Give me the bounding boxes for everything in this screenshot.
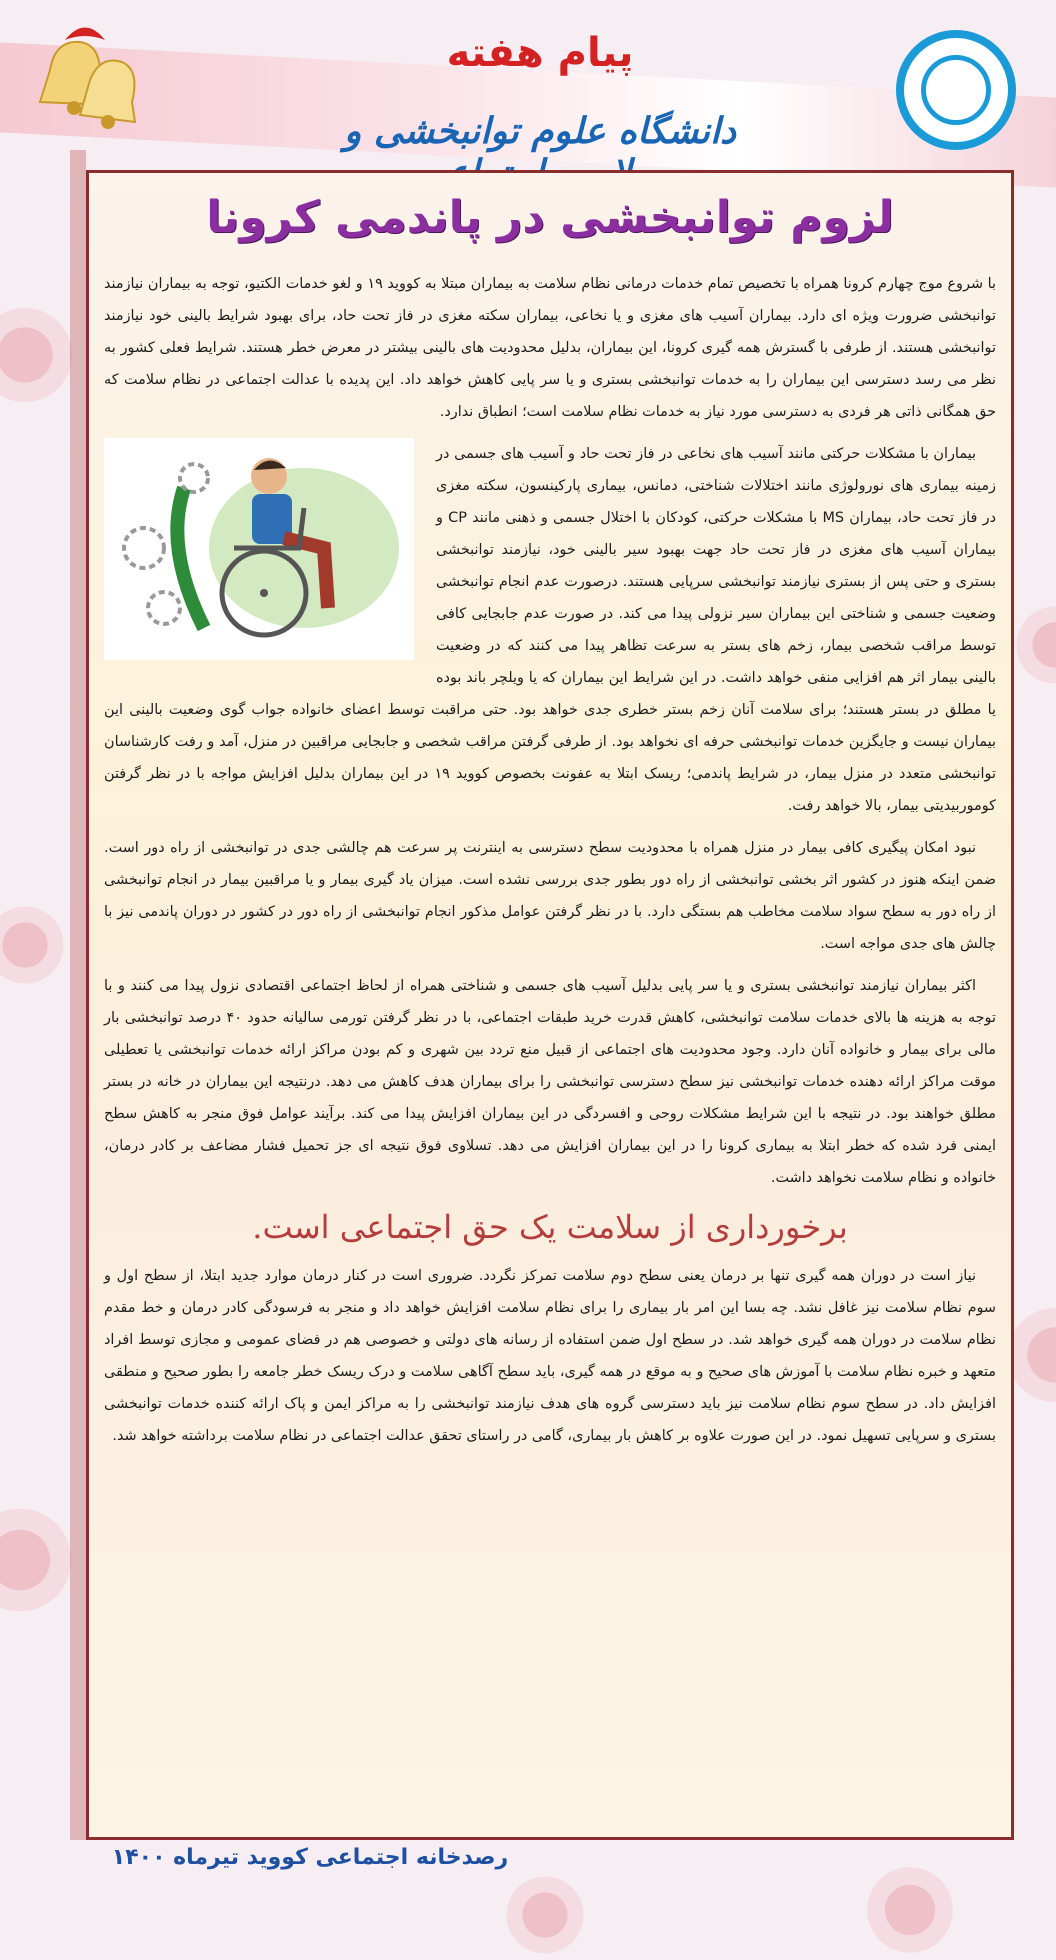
virus-decoration: [500, 1870, 590, 1960]
bell-icon: [10, 10, 160, 160]
paragraph: بیماران با مشکلات حرکتی مانند آسیب های نخاعی در فاز تحت حاد و آسیب های جسمی در زمینه بیماری های نورولوژی مانند اختلالات شناختی، دمانس، بیماری پارکینسون، سکته مغزی در فاز تحت حاد، بیماران MS با مشکلات حرکتی، کودکان با اختلال جسمی و ذهنی مانند CP و بیماران آسیب های مغزی در فاز تحت حاد جهت بهبود سیر بالینی خود، نیازمند توانبخشی بستری و حتی پس از بستری نیازمند توانبخشی سرپایی هستند. درصورت عدم انجام توانبخشی وضعیت جسمی و شناختی این بیماران سیر نزولی پیدا می کند. در صورت عدم جابجایی کافی توسط مراقب شخصی بیمار، زخم های بستر به سرعت تظاهر پیدا می کنند که در وضعیت بالینی بیمار اثر هم افزایی منفی خواهد داشت. در این شرایط این بیماران که یا ویلچر باند بوده یا مطلق در بستر هستند؛ برای سلامت آنان زخم بستر خطری جدی خواهد بود. حتی مراقبت توسط اعضای خانواده جواب گوی وضعیت بالینی این بیماران نیست و جایگزین خدمات توانبخشی حرفه ای نخواهد بود. از طرفی گرفتن مراقب شخصی و جابجایی مراقبین در منزل، آمد و رفت کارشناسان توانبخشی متعدد در منزل بیمار، در شرایط پاندمی؛ ریسک ابتلا به عفونت بخصوص کووید ۱۹ در این بیماران بدلیل افزایش مواجه با در نظر گرفتن کوموربیدیتی بیمار، بالا خواهد رفت.: [104, 446, 996, 814]
virus-decoration: [860, 1860, 960, 1960]
virus-decoration: [1010, 600, 1056, 690]
footer-source: رصدخانه اجتماعی کووید تیرماه ۱۴۰۰: [111, 1845, 509, 1870]
university-name: دانشگاه علوم توانبخشی و: [343, 110, 736, 152]
wheelchair-illustration: [104, 438, 414, 660]
article-body: [104, 268, 996, 1462]
wheelchair-user-icon: [104, 438, 414, 660]
logo-emblem-icon: [921, 55, 991, 125]
article-headline: لزوم توانبخشی در پاندمی کرونا: [206, 192, 894, 243]
message-of-week-title: پیام هفته: [446, 30, 634, 76]
virus-decoration: [0, 300, 80, 410]
section-subheading: برخورداری از سلامت یک حق اجتماعی است.: [252, 1208, 848, 1246]
paragraph: اکثر بیماران نیازمند توانبخشی بستری و یا سر پایی بدلیل آسیب های جسمی و شناختی همراه از لحاظ اجتماعی اقتصادی نزول پیدا می کنند و با توجه به هزینه ها بالای خدمات سلامت توانبخشی، کاهش قدرت خرید طبقات اجتماعی، با در نظر گرفتن تورمی سالیانه حدود ۴۰ درصد توانبخشی بار مالی برای بیمار و خانواده آنان دارد. وجود محدودیت های اجتماعی از قبیل منع تردد بین شهری و کم بودن مراکز ارائه خدمات توانبخشی یا تعطیلی موقت مراکز ارائه دهنده خدمات توانبخشی نیز سطح دسترسی توانبخشی را برای بیماران هدف کاهش می دهد. درنتیجه این بیماران در خانه در بستر مطلق خواهند بود. در نتیجه با این شرایط مشکلات روحی و افسردگی در این بیماران افزایش پیدا می کند. برآیند عوامل فوق منجر به کاهش سطح ایمنی فرد شده که خطر ابتلا به بیماری کرونا را در این بیماران افزایش می دهد. تسلاوی فوق نتیجه ای جز تحمیل فشار مضاعف بر کادر درمان، خانواده و نظام سلامت نخواهد داشت.: [104, 978, 996, 1186]
university-logo: [896, 30, 1016, 150]
paragraph: نبود امکان پیگیری کافی بیمار در منزل همراه با محدودیت سطح دسترسی به اینترنت پر سرعت هم چالشی جدی در توانبخشی از راه دور است. ضمن اینکه هنوز در کشور اثر بخشی توانبخشی از راه دور بطور جدی بررسی نشده است. میزان یاد گیری بیمار و یا مراقبین بیمار در انجام توانبخشی از راه دور به سطح سواد سلامت مخاطب هم بستگی دارد. با در نظر گرفتن عوامل مذکور انجام توانبخشی از راه دور در کشور در دوران پاندمی نیز با چالش های جدی مواجه است.: [104, 840, 996, 952]
virus-decoration: [0, 900, 70, 990]
paragraph: نیاز است در دوران همه گیری تنها بر درمان یعنی سطح دوم سلامت تمرکز نگردد. ضروری است در کنار درمان موارد جدید ابتلا، از سطح اول و سوم نظام سلامت نیز غافل نشد. چه بسا این امر بار بیماری را برای نظام سلامت افزایش خواهد داد و منجر به فرسودگی کادر درمان و خط مقدم نظام سلامت در دوران همه گیری خواهد شد. در سطح اول ضمن استفاده از رسانه های دولتی و خصوصی هم در فضای عمومی و مجازی توسط افراد متعهد و خبره نظام سلامت با آموزش های صحیح و به موقع در همه گیری، باید سطح آگاهی سلامت و درک ریسک خطر جامعه را بطور صحیح و منطقی افزایش داد. در سطح سوم نظام سلامت نیز باید دسترسی گروه های هدف نیازمند توانبخشی را به مراکز ایمن و پاک ارائه کننده خدمات توانبخشی بستری و سرپایی تسهیل نمود. در این صورت علاوه بر کاهش بار بیماری، گامی در راستای تحقق عدالت اجتماعی در نظام سلامت برداشته خواهد شد.: [104, 1268, 996, 1444]
frame-shadow: [70, 150, 86, 1840]
paragraph: با شروع موج چهارم کرونا همراه با تخصیص تمام خدمات درمانی نظام سلامت به بیماران مبتلا به کووید ۱۹ و لغو خدمات الکتیو، توجه به بیماران نیازمند توانبخشی ضرورت ویژه ای دارد. بیماران آسیب های مغزی و یا نخاعی، بیماران سکته مغزی در فاز تحت حاد، برای بهبود شرایط بالینی خود نیازمند توانبخشی هستند. از طرفی با گسترش همه گیری کرونا، این بیماران، بدلیل محدودیت های بالینی بیشتر در معرض خطر هستند. شرایط فعلی کشور به نظر می رسد دسترسی این بیماران را به خدمات توانبخشی بستری و یا سر پایی کاهش خواهد داد. این پدیده با عدالت اجتماعی در نظام سلامت که حق همگانی ذاتی هر فردی به دسترسی مورد نیاز به خدمات نظام سلامت است؛ انطباق ندارد.: [104, 276, 996, 420]
virus-decoration: [0, 1500, 80, 1620]
